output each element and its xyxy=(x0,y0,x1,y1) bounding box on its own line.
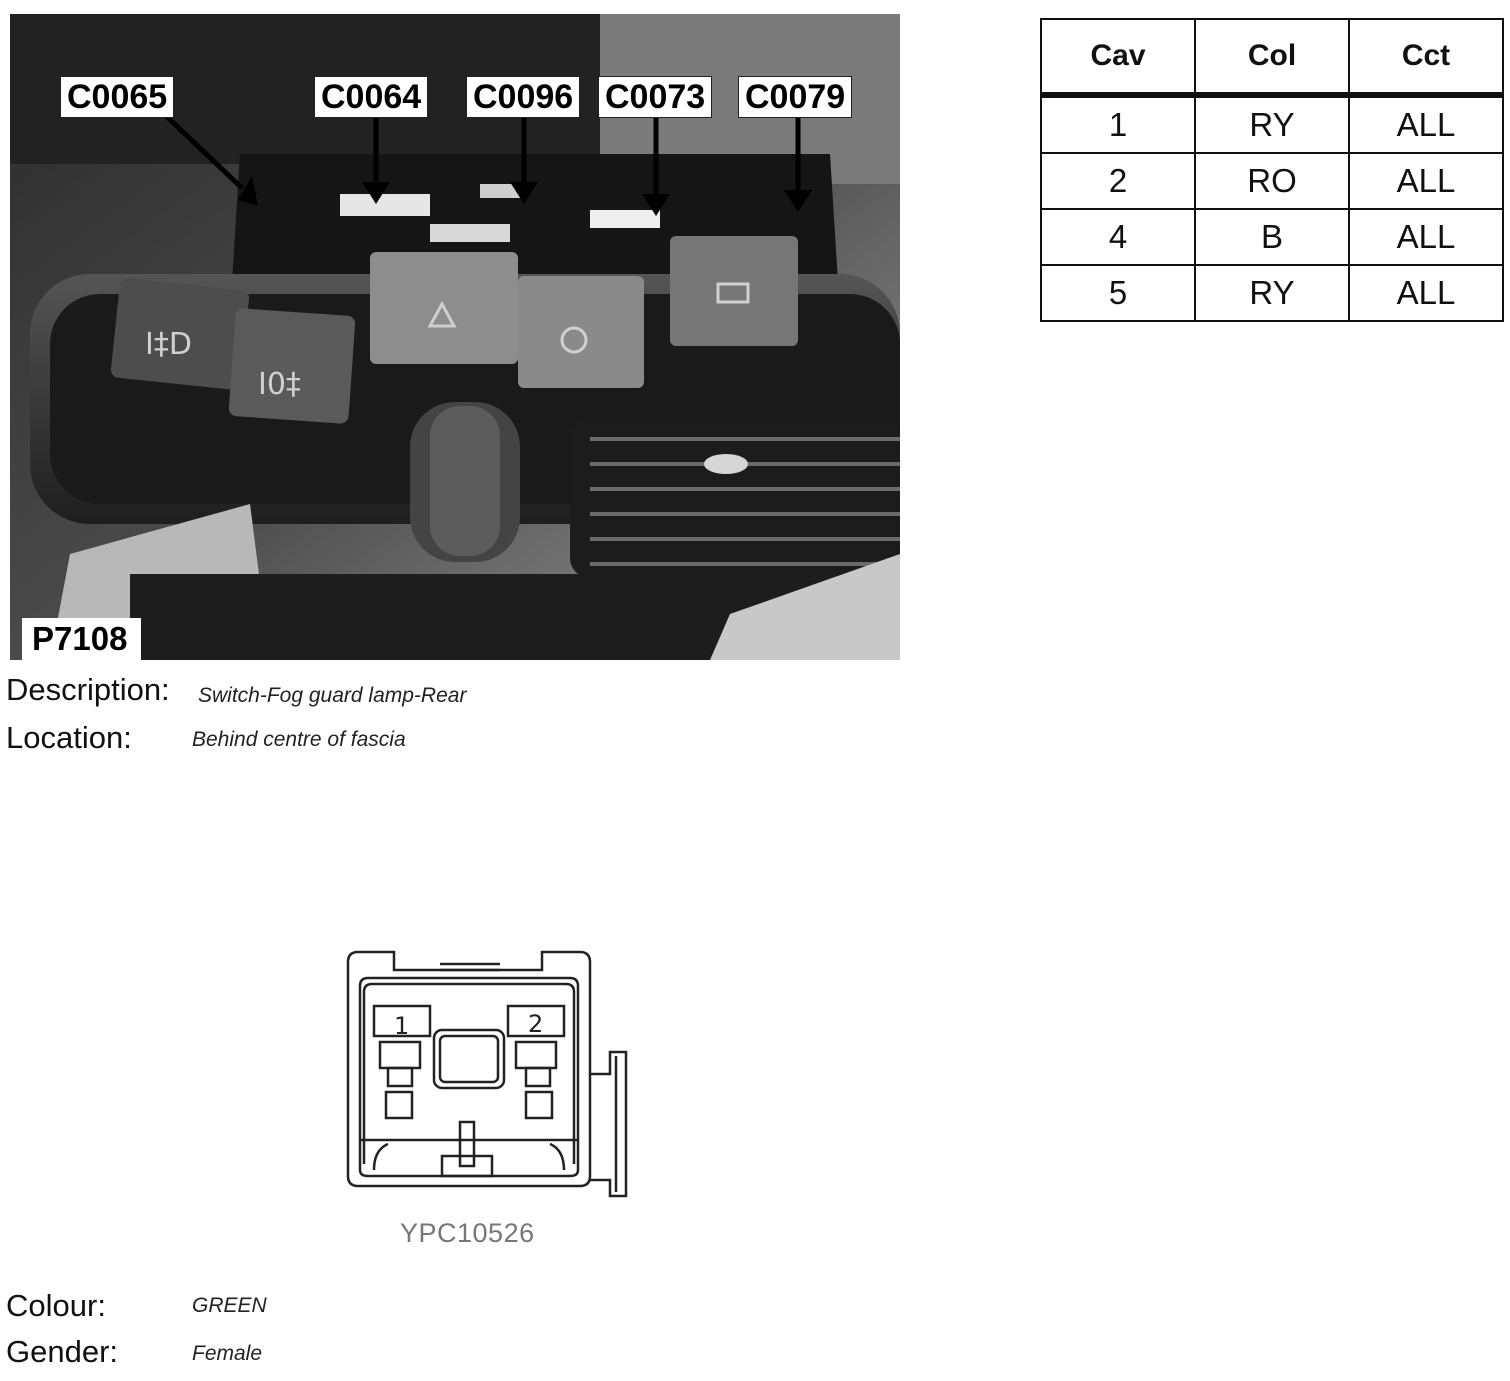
pin-1-label: 1 xyxy=(394,1012,410,1040)
table-row xyxy=(1041,153,1503,209)
colour-label: Colour: xyxy=(6,1288,106,1323)
header-cct: Cct xyxy=(1349,19,1503,95)
cell-cav: 4 xyxy=(1041,209,1195,265)
cell-cct: ALL xyxy=(1349,95,1503,153)
cell-col: B xyxy=(1195,209,1349,265)
callout-c0079: C0079 xyxy=(738,76,852,118)
location-value: Behind centre of fascia xyxy=(192,728,406,751)
cell-col: RY xyxy=(1195,265,1349,321)
table-row xyxy=(1041,265,1503,321)
connector-location-photo xyxy=(10,14,900,660)
location-label: Location: xyxy=(6,720,132,755)
table-row xyxy=(1041,95,1503,153)
header-cav: Cav xyxy=(1041,19,1195,95)
cell-cct: ALL xyxy=(1349,153,1503,209)
cell-cct: ALL xyxy=(1349,265,1503,321)
pin-table-header-row xyxy=(1041,19,1503,95)
front-fog-symbol: I‡D xyxy=(145,327,192,362)
photo-id-label: P7108 xyxy=(22,618,141,660)
description-value: Switch-Fog guard lamp-Rear xyxy=(198,684,467,707)
gender-value: Female xyxy=(192,1342,263,1365)
connector-part-number: YPC10526 xyxy=(400,1218,535,1248)
rear-fog-symbol: I0‡ xyxy=(258,367,301,402)
connector-face-drawing xyxy=(330,944,650,1219)
callout-c0096: C0096 xyxy=(466,76,580,118)
colour-value: GREEN xyxy=(192,1294,267,1317)
cell-cav: 1 xyxy=(1041,95,1195,153)
cell-col: RY xyxy=(1195,95,1349,153)
pin-table xyxy=(1040,18,1504,322)
callout-c0073: C0073 xyxy=(598,76,712,118)
pin-2-label: 2 xyxy=(528,1010,544,1038)
connector-face-illustration xyxy=(330,944,650,1214)
cell-col: RO xyxy=(1195,153,1349,209)
cell-cav: 5 xyxy=(1041,265,1195,321)
cell-cav: 2 xyxy=(1041,153,1195,209)
callout-c0064: C0064 xyxy=(314,76,428,118)
description-label: Description: xyxy=(6,672,170,707)
table-row xyxy=(1041,209,1503,265)
header-col: Col xyxy=(1195,19,1349,95)
cell-cct: ALL xyxy=(1349,209,1503,265)
gender-label: Gender: xyxy=(6,1334,119,1369)
callout-c0065: C0065 xyxy=(60,76,174,118)
